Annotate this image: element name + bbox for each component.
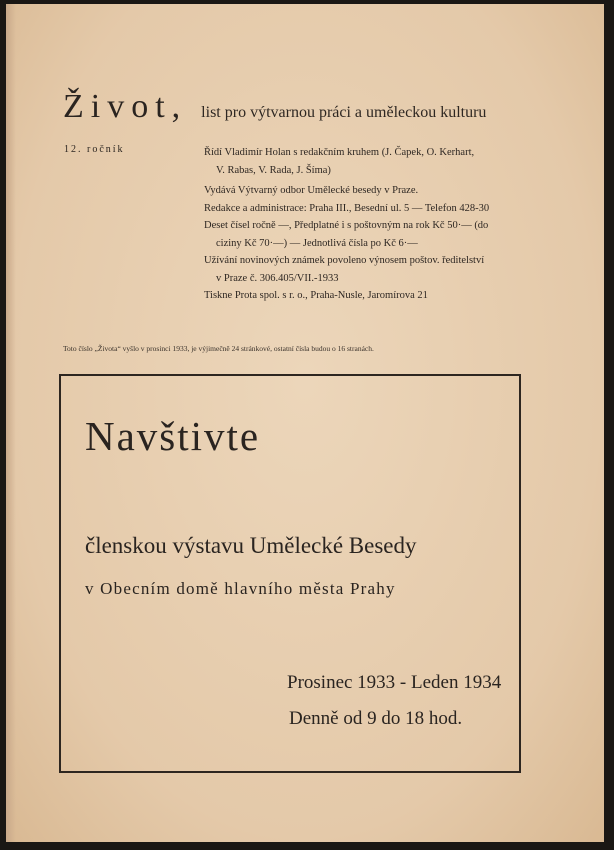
imprint-line: V. Rabas, V. Rada, J. Šíma) <box>216 164 331 176</box>
imprint-line: ciziny Kč 70·—) — Jednotlivá čísla po Kč 6·— <box>216 237 418 249</box>
imprint-line: Řídí Vladimír Holan s redakčním kruhem (J. Čapek, O. Kerhart, <box>204 147 475 158</box>
volume-label: 12. ročník <box>64 144 125 155</box>
masthead-subtitle: list pro výtvarnou práci a uměleckou kulturu <box>201 104 487 121</box>
advert-line: v Obecním domě hlavního města Prahy <box>85 579 396 598</box>
imprint-line: Užívání novinových známek povoleno výnosem poštov. ředitelství <box>204 255 485 266</box>
imprint-line: Redakce a administrace: Praha III., Besední ul. 5 — Telefon 428-30 <box>204 202 490 214</box>
imprint-line: Vydává Výtvarný odbor Umělecké besedy v Praze. <box>204 185 419 196</box>
imprint-line: v Praze č. 306.405/VII.-1933 <box>216 272 339 284</box>
advert-line: členskou výstavu Umělecké Besedy <box>85 533 417 558</box>
document-page <box>6 4 604 842</box>
advert-hours: Denně od 9 do 18 hod. <box>289 708 463 729</box>
advert-heading: Navštivte <box>85 413 261 459</box>
imprint-line: Tiskne Prota spol. s r. o., Praha-Nusle, Jaromírova 21 <box>204 290 428 301</box>
page-fold-shadow <box>6 4 16 842</box>
exhibition-advert <box>59 374 521 773</box>
masthead <box>63 88 486 126</box>
advert-dates: Prosinec 1933 - Leden 1934 <box>287 672 502 693</box>
imprint-line: Deset čísel ročně —, Předplatné i s poštovným na rok Kč 50·— (do <box>204 220 489 231</box>
imprint-block <box>204 144 489 305</box>
masthead-title: Život, <box>63 88 188 125</box>
issue-note: Toto číslo „Života“ vyšlo v prosinci 1933, je výjimečně 24 stránkové, ostatní čísla budou o 16 stranách. <box>63 344 374 353</box>
